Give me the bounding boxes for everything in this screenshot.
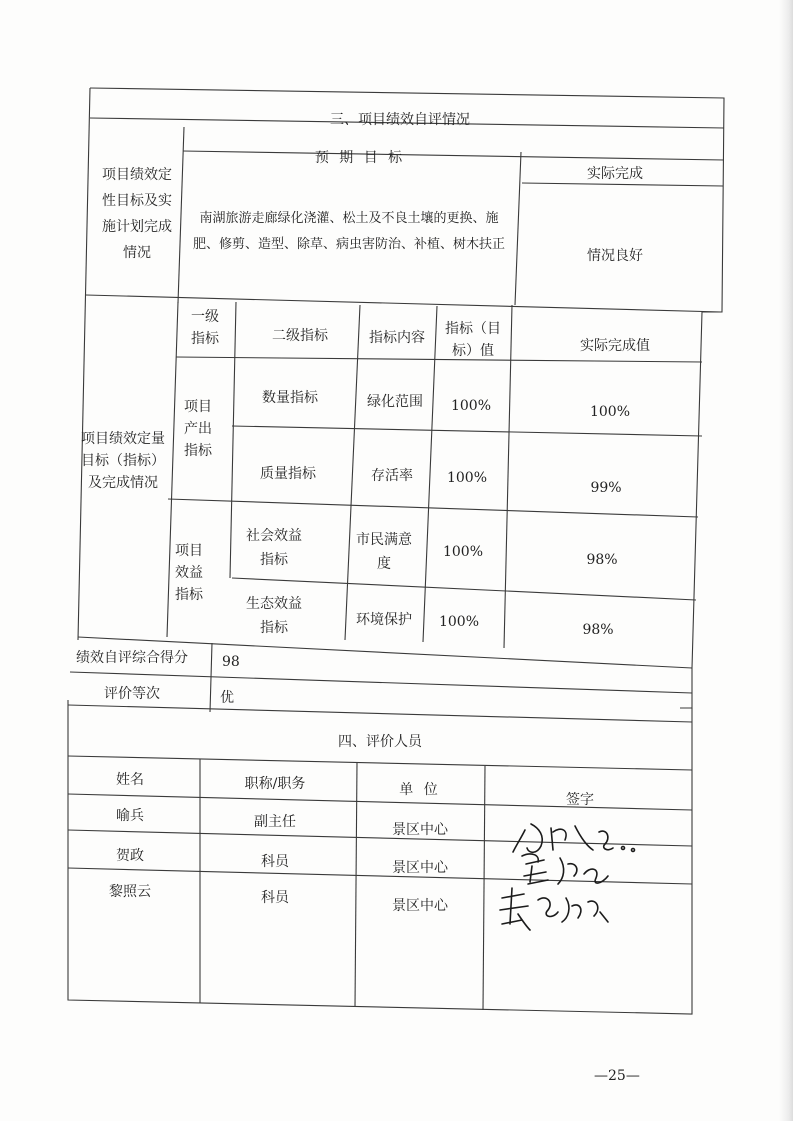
group-output: 项目产出指标 (184, 399, 212, 459)
row3-content: 市民满意度 (356, 532, 412, 572)
quant-label: 项目绩效定量目标（指标）及完成情况 (81, 431, 165, 491)
signature-li-zhaoyun (488, 884, 628, 934)
row3-level2: 社会效益指标 (246, 528, 302, 568)
score-value: 98 (222, 654, 240, 670)
header-content: 指标内容 (369, 330, 425, 346)
person-title: 科员 (261, 890, 289, 906)
person-unit: 景区中心 (392, 860, 448, 876)
person-name: 贺政 (116, 848, 144, 864)
header-level1: 一级指标 (191, 309, 219, 347)
row4-target: 100% (438, 614, 480, 630)
person-name: 喻兵 (116, 808, 144, 824)
row1-actual: 100% (589, 404, 631, 420)
header-title: 职称/职务 (244, 776, 306, 792)
person-unit: 景区中心 (392, 822, 448, 838)
qual-label: 项目绩效定性目标及实施计划完成情况 (102, 167, 172, 261)
header-actual: 实际完成值 (580, 338, 650, 354)
person-title: 科员 (261, 854, 289, 870)
page-number: —25— (594, 1068, 640, 1084)
person-unit: 景区中心 (392, 898, 448, 914)
header-sign: 签字 (566, 792, 594, 808)
row1-level2: 数量指标 (262, 390, 318, 406)
header-target: 指标（目标）值 (445, 321, 501, 359)
actual-header: 实际完成 (587, 166, 643, 182)
grade-label: 评价等次 (104, 686, 160, 702)
score-label: 绩效自评综合得分 (76, 650, 188, 666)
header-unit: 单 位 (399, 782, 441, 798)
row2-target: 100% (446, 470, 488, 486)
row2-level2: 质量指标 (260, 466, 316, 482)
row4-content: 环境保护 (356, 612, 412, 628)
actual-text: 情况良好 (587, 248, 643, 264)
row1-target: 100% (450, 398, 492, 414)
group-benefit: 项目效益指标 (175, 543, 203, 603)
row4-actual: 98% (582, 622, 614, 638)
row3-target: 100% (442, 544, 484, 560)
section3-title: 三、项目绩效自评情况 (330, 112, 470, 128)
person-name: 黎照云 (109, 884, 151, 900)
person-title: 副主任 (254, 814, 296, 830)
row2-content: 存活率 (371, 468, 413, 484)
expected-text: 南湖旅游走廊绿化浇灌、松土及不良土壤的更换、施肥、修剪、造型、除草、病虫害防治、补植、树木扶正 (192, 211, 505, 252)
row2-actual: 99% (590, 480, 622, 496)
row3-actual: 98% (586, 552, 618, 568)
grade-value: 优 (220, 690, 234, 706)
expected-header: 预 期 目 标 (314, 150, 406, 166)
row1-content: 绿化范围 (367, 394, 423, 410)
header-name: 姓名 (116, 772, 144, 788)
section4-title: 四、评价人员 (338, 734, 422, 750)
scan-edge-shadow (779, 0, 793, 1121)
row4-level2: 生态效益指标 (246, 596, 302, 636)
header-level2: 二级指标 (272, 328, 328, 344)
